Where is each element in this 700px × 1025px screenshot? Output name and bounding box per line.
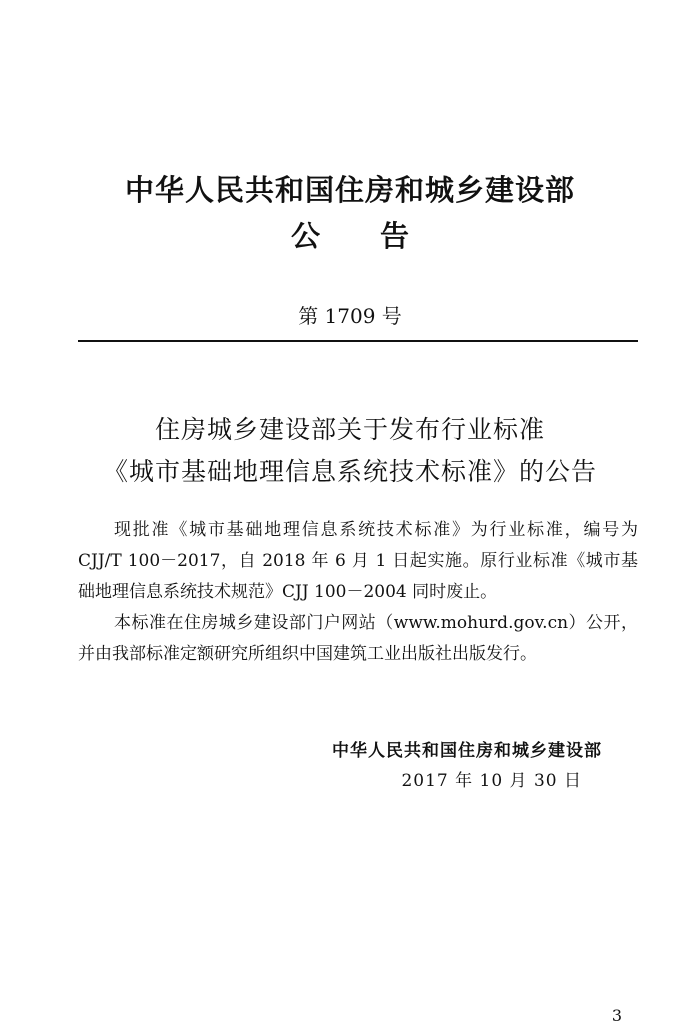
notice-title-line-2: 《城市基础地理信息系统技术标准》的公告 <box>102 457 597 486</box>
announcement-heading: 公告 <box>290 219 469 253</box>
ministry-title: 中华人民共和国住房和城乡建设部 <box>124 173 575 207</box>
header-divider <box>78 340 638 342</box>
issuer-signature: 中华人民共和国住房和城乡建设部 <box>332 741 602 761</box>
issue-date: 2017 年 10 月 30 日 <box>401 771 582 791</box>
notice-paragraph-publication: 本标准在住房城乡建设部门户网站（www.mohurd.gov.cn）公开，并由我部标准定额研究所组织中国建筑工业出版社出版发行。 <box>78 613 638 664</box>
notice-title-line-1: 住房城乡建设部关于发布行业标准 <box>154 415 545 444</box>
notice-paragraph-approval: 现批准《城市基础地理信息系统技术标准》为行业标准，编号为 CJJ/T 100－2017，自 2018 年 6 月 1 日起实施。原行业标准《城市基础地理信息系统技术规范》CJJ 100－2004 同时废止。 <box>78 520 638 602</box>
announcement-number: 第 1709 号 <box>298 304 402 328</box>
page-number: 3 <box>611 1006 622 1025</box>
